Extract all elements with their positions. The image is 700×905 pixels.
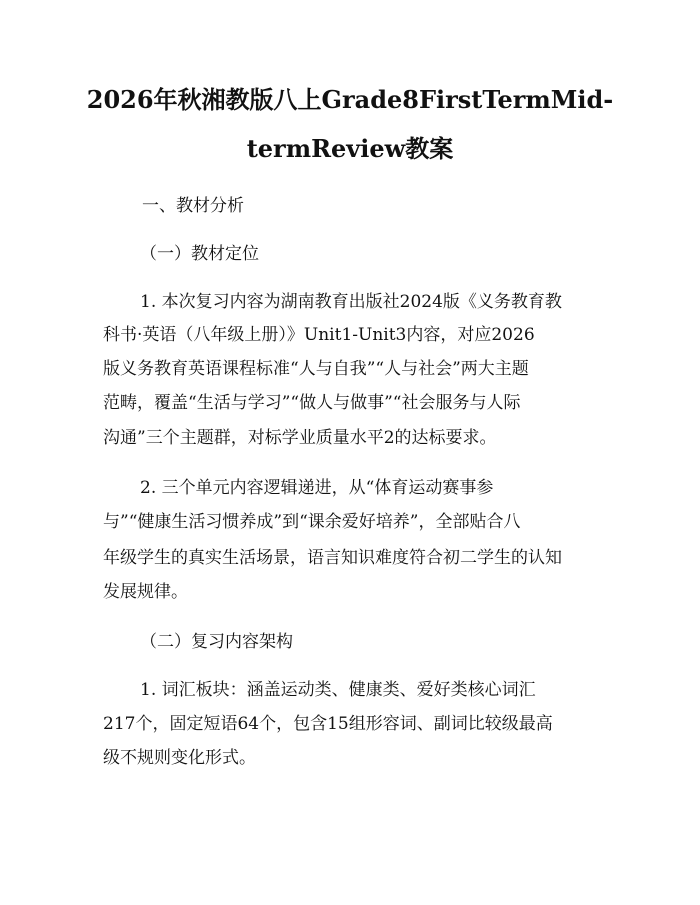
paragraph-line: 级不规则变化形式。 — [103, 748, 256, 768]
paragraph-line: 科书·英语（八年级上册）》Unit1-Unit3内容，对应2026 — [103, 325, 535, 345]
paragraph-line: 版义务教育英语课程标准“人与自我”“人与社会”两大主题 — [103, 359, 529, 379]
paragraph-line: 1. 本次复习内容为湖南教育出版社2024版《义务教育教 — [140, 292, 562, 312]
paragraph-line: 发展规律。 — [103, 582, 188, 602]
paragraph-line: 2. 三个单元内容逻辑递进，从“体育运动赛事参 — [140, 478, 494, 498]
paragraph-line: 与”“健康生活习惯养成”到“课余爱好培养”，全部贴合八 — [103, 512, 521, 532]
document-title-line-1: 2026年秋湘教版八上Grade8FirstTermMid- — [86, 85, 614, 114]
subsection-heading-textbook-positioning: （一）教材定位 — [140, 244, 259, 264]
document-title-line-2: termReview教案 — [246, 134, 454, 163]
paragraph-line: 年级学生的真实生活场景，语言知识难度符合初二学生的认知 — [103, 548, 562, 568]
paragraph-line: 沟通”三个主题群，对标学业质量水平2的达标要求。 — [103, 428, 497, 448]
paragraph-line: 217个，固定短语64个，包含15组形容词、副词比较级最高 — [103, 714, 553, 734]
paragraph-line: 范畴，覆盖“生活与学习”“做人与做事”“社会服务与人际 — [103, 393, 521, 413]
section-heading-textbook-analysis: 一、教材分析 — [142, 196, 244, 216]
subsection-heading-review-structure: （二）复习内容架构 — [140, 632, 293, 652]
paragraph-line: 1. 词汇板块：涵盖运动类、健康类、爱好类核心词汇 — [140, 680, 536, 700]
